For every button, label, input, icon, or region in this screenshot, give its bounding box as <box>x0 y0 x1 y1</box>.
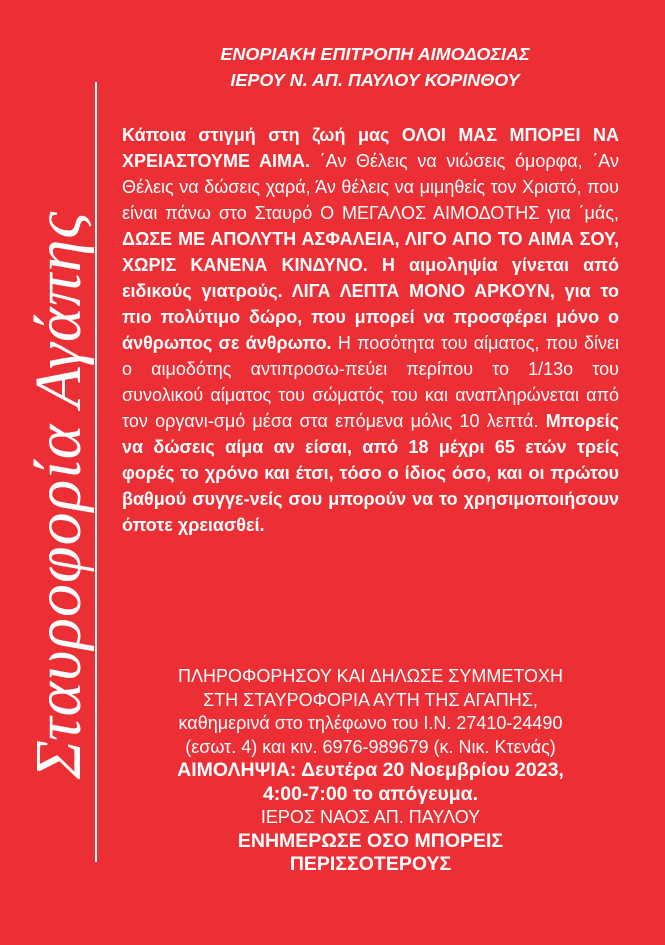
body-bold-5: Μπορείς να δώσεις αίμα αν είσαι, από 18 μέχρι 65 ετών τρείς φορές το χρόνο και έτσι, τόσο ο ίδιος όσο, και οι πρώτου βαθμού συγγε-νείς σου μπορούν να το χρησιμοποιήσουν όποτε χρειασθεί. <box>122 411 619 535</box>
footer-line-2: ΣΤΗ ΣΤΑΥΡΟΦΟΡΙΑ ΑΥΤΗ ΤΗΣ ΑΓΑΠΗΣ, <box>203 689 538 710</box>
body-bold-1: Κάποια στιγμή στη ζωή μας ΟΛΟΙ ΜΑΣ ΜΠΟΡΕΙ ΝΑ ΧΡΕΙΑΣΤΟΥΜΕ ΑΙΜΑ. <box>122 125 619 171</box>
footer <box>122 665 619 877</box>
side-title-container <box>24 150 94 840</box>
header-line-2: ΙΕΡΟΥ Ν. ΑΠ. ΠΑΥΛΟΥ ΚΟΡΙΝΘΟΥ <box>230 70 520 90</box>
vertical-divider <box>95 82 97 862</box>
footer-line-3: καθημερινά στο τηλέφωνο του Ι.Ν. 27410-24490 <box>178 713 563 733</box>
body-paragraph <box>122 122 619 538</box>
footer-line-5: ΑΙΜΟΛΗΨΙΑ: Δευτέρα 20 Νοεμβρίου 2023, <box>177 759 564 781</box>
footer-line-7: ΙΕΡΟΣ ΝΑΟΣ ΑΠ. ΠΑΥΛΟΥ <box>260 807 481 827</box>
footer-line-9: ΠΕΡΙΣΣΟΤΕΡΟΥΣ <box>289 853 452 875</box>
body-text-4: Η ποσότητα του αίματος, που δίνει ο αιμοδότης αντιπροσω-πεύει περίπου το 1/13ο του συνολικού αίματος του σώματός του και αναπληρώνεται από τον οργανι-σμό μέσα στα επόμενα μόλις 10 λεπτά. <box>122 333 619 431</box>
body-text-2: ΄Αν Θέλεις να νιώσεις όμορφα, ΄Αν Θέλεις να δώσεις χαρά, Άν θέλεις να μιμηθείς τον Χριστό, που είναι πάνω στο Σταυρό Ο ΜΕΓΑΛΟΣ ΑΙΜΟΔΟΤΗΣ για ΄μάς, <box>122 151 619 223</box>
footer-line-6: 4:00-7:00 το απόγευμα. <box>262 782 479 805</box>
footer-line-4: (εσωτ. 4) και κιν. 6976-989679 (κ. Νικ. Κτενάς) <box>185 736 556 757</box>
body-bold-3: ΔΩΣΕ ΜΕ ΑΠΟΛΥΤΗ ΑΣΦΑΛΕΙΑ, ΛΙΓΟ ΑΠΟ ΤΟ ΑΙΜΑ ΣΟΥ, ΧΩΡΙΣ ΚΑΝΕΝΑ ΚΙΝΔΥΝΟ. Η αιμοληψία γίνεται από ειδικούς γιατρούς. ΛΙΓΑ ΛΕΠΤΑ ΜΟΝΟ ΑΡΚΟΥΝ, για το πιο πολύτιμο δώρο, που μπορεί να προσφέρει μόνο ο άνθρωπος σε άνθρωπο. <box>122 229 619 353</box>
header-line-1: ΕΝΟΡΙΑΚΗ ΕΠΙΤΡΟΠΗ ΑΙΜΟΔΟΣΙΑΣ <box>220 44 530 64</box>
footer-line-1: ΠΛΗΡΟΦΟΡΗΣΟΥ ΚΑΙ ΔΗΛΩΣΕ ΣΥΜΜΕΤΟΧΗ <box>177 666 564 686</box>
footer-line-8: ΕΝΗΜΕΡΩΣΕ ΟΣΟ ΜΠΟΡΕΙΣ <box>237 829 504 852</box>
header <box>140 41 610 93</box>
side-title: Σταυροφορία Αγάπης <box>22 210 95 780</box>
